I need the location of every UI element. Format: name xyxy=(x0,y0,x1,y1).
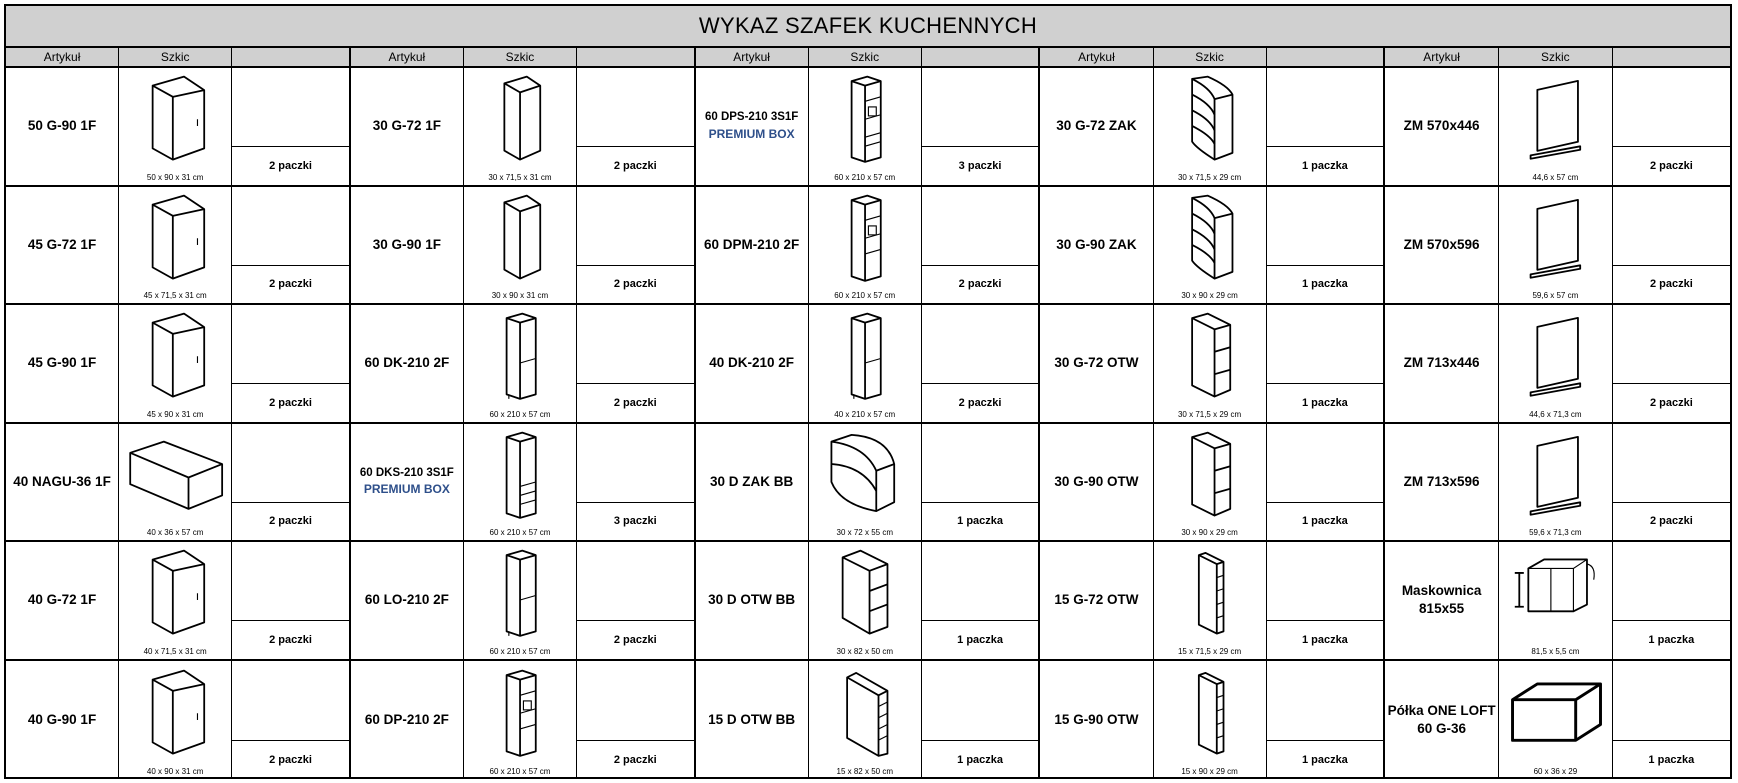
cabinet-item xyxy=(1040,305,1385,424)
cabinet-item xyxy=(351,187,696,306)
packages-cell xyxy=(1267,68,1384,185)
packages-count: 1 paczka xyxy=(1301,633,1348,646)
dishwasher-front-icon xyxy=(1499,424,1612,527)
packages-count: 2 paczki xyxy=(269,278,312,291)
sketch-cell xyxy=(809,661,922,780)
article-name: 15 D OTW BB xyxy=(708,711,796,727)
article-name-cell xyxy=(6,424,119,541)
dimensions-label: 30 x 90 x 29 cm xyxy=(1181,528,1238,537)
header-article: Artykuł xyxy=(1040,48,1153,66)
header-packages xyxy=(922,48,1039,66)
cabinet-item xyxy=(6,424,351,543)
sketch-cell xyxy=(1499,305,1613,422)
packages-blank xyxy=(1267,542,1384,621)
packages-cell xyxy=(1267,424,1384,541)
dimensions-label: 60 x 210 x 57 cm xyxy=(834,291,896,300)
packages-cell xyxy=(577,424,694,541)
dimensions-label: 45 x 90 x 31 cm xyxy=(146,409,204,419)
packages-count: 1 paczka xyxy=(1301,515,1348,528)
cabinet-item xyxy=(696,68,1041,187)
page-title: WYKAZ SZAFEK KUCHENNYCH xyxy=(6,6,1730,48)
packages-cell xyxy=(577,305,694,422)
open-base-shelf-icon xyxy=(809,542,921,645)
packages-cell xyxy=(922,424,1039,541)
sketch-cell xyxy=(809,542,922,659)
packages-cell xyxy=(232,305,349,422)
header-article: Artykuł xyxy=(6,48,119,66)
article-name-cell xyxy=(351,305,464,422)
packages-count: 1 paczka xyxy=(1301,278,1348,291)
cabinet-item xyxy=(696,661,1041,780)
dimensions-label: 60 x 210 x 57 cm xyxy=(489,767,551,776)
dimensions-label: 30 x 72 x 55 cm xyxy=(836,528,893,537)
cabinet-item xyxy=(351,305,696,424)
cabinet-item xyxy=(6,187,351,306)
sketch-cell xyxy=(809,68,922,185)
cabinet-grid xyxy=(6,68,1730,779)
sketch-cell xyxy=(464,424,577,541)
column-header-row xyxy=(6,48,1730,68)
dimensions-label: 30 x 82 x 50 cm xyxy=(836,646,893,656)
header-group xyxy=(1385,48,1730,66)
article-name: 30 G-72 ZAK xyxy=(1056,118,1137,134)
packages-count: 2 paczki xyxy=(269,396,312,409)
sketch-cell xyxy=(464,68,577,185)
packages-blank xyxy=(1267,424,1384,503)
cabinet-item xyxy=(1385,661,1730,780)
dimensions-label: 40 x 210 x 57 cm xyxy=(834,409,896,419)
sketch-cell xyxy=(1499,542,1613,659)
article-variant: PREMIUM BOX xyxy=(363,482,450,497)
sketch-cell xyxy=(464,661,577,780)
article-name-cell xyxy=(696,424,809,541)
article-name: ZM 713x596 xyxy=(1403,473,1480,489)
packages-blank xyxy=(1267,305,1384,384)
packages-cell xyxy=(1613,542,1730,659)
article-name-cell xyxy=(696,661,809,780)
article-name-cell xyxy=(351,424,464,541)
tall-oven-cabinet-icon xyxy=(464,661,576,766)
packages-cell xyxy=(577,661,694,780)
packages-cell xyxy=(922,187,1039,304)
cabinet-item xyxy=(6,542,351,661)
header-sketch: Szkic xyxy=(809,48,922,66)
packages-count: 3 paczki xyxy=(613,515,657,528)
packages-blank xyxy=(1613,661,1730,742)
article-name: 15 G-72 OTW xyxy=(1054,592,1139,608)
dimensions-label: 40 x 36 x 57 cm xyxy=(146,528,204,537)
top-cabinet-icon xyxy=(119,424,231,527)
dimensions-label: 60 x 210 x 57 cm xyxy=(489,646,551,656)
article-name: 40 DK-210 2F xyxy=(709,355,795,371)
open-wall-shelf-icon xyxy=(1154,424,1266,527)
packages-count: 1 paczka xyxy=(957,633,1004,646)
sketch-cell xyxy=(464,187,577,304)
dimensions-label: 44,6 x 57 cm xyxy=(1532,172,1579,182)
sketch-cell xyxy=(1499,661,1613,780)
article-name: 40 NAGU-36 1F xyxy=(13,473,111,489)
tall-oven-cabinet-icon xyxy=(809,187,921,290)
packages-cell xyxy=(1267,542,1384,659)
packages-cell xyxy=(1267,305,1384,422)
packages-blank xyxy=(922,305,1039,384)
cabinet-item xyxy=(1385,187,1730,306)
header-packages xyxy=(1267,48,1384,66)
packages-cell xyxy=(922,305,1039,422)
article-name: 15 G-90 OTW xyxy=(1054,711,1139,727)
sketch-cell xyxy=(464,542,577,659)
article-name: 60 LO-210 2F xyxy=(364,592,449,608)
dimensions-label: 15 x 82 x 50 cm xyxy=(836,767,893,776)
sketch-cell xyxy=(464,305,577,422)
loft-shelf-icon xyxy=(1499,661,1612,766)
article-name-cell xyxy=(696,68,809,185)
dishwasher-front-icon xyxy=(1499,187,1612,290)
sketch-cell xyxy=(1154,661,1267,780)
sketch-cell xyxy=(1499,68,1613,185)
article-name-cell xyxy=(1040,305,1153,422)
cabinet-item xyxy=(6,305,351,424)
header-article: Artykuł xyxy=(1385,48,1499,66)
article-name-cell xyxy=(1040,661,1153,780)
article-name: Maskownica 815x55 xyxy=(1401,583,1482,617)
narrow-open-wall-icon xyxy=(1154,661,1266,766)
article-name: 60 DPM-210 2F xyxy=(704,236,800,252)
packages-cell xyxy=(922,68,1039,185)
article-name-cell xyxy=(6,68,119,185)
dimensions-label: 15 x 71,5 x 29 cm xyxy=(1177,646,1242,656)
sketch-cell xyxy=(809,424,922,541)
corner-shelf-base-icon xyxy=(809,424,921,527)
packages-cell xyxy=(1613,68,1730,185)
packages-blank xyxy=(922,542,1039,621)
header-sketch: Szkic xyxy=(119,48,232,66)
packages-cell xyxy=(1267,661,1384,780)
cabinet-item xyxy=(1040,542,1385,661)
wall-cabinet-icon xyxy=(119,542,231,645)
article-name-cell xyxy=(1040,542,1153,659)
article-name: 30 D ZAK BB xyxy=(710,473,794,489)
cabinet-item xyxy=(1385,424,1730,543)
packages-count: 2 paczki xyxy=(613,633,657,646)
cabinet-item xyxy=(1385,68,1730,187)
dimensions-label: 50 x 90 x 31 cm xyxy=(146,172,204,182)
packages-blank xyxy=(922,187,1039,266)
article-name-cell xyxy=(351,542,464,659)
dimensions-label: 59,6 x 71,3 cm xyxy=(1529,528,1582,537)
packages-blank xyxy=(1613,68,1730,147)
packages-blank xyxy=(577,68,694,147)
packages-count: 2 paczki xyxy=(269,159,312,172)
article-name-cell xyxy=(1385,424,1499,541)
sketch-cell xyxy=(1499,424,1613,541)
packages-blank xyxy=(922,424,1039,503)
article-name: 30 G-72 OTW xyxy=(1054,355,1139,371)
narrow-open-base-icon xyxy=(809,661,921,766)
article-name-cell xyxy=(1040,187,1153,304)
packages-count: 2 paczki xyxy=(1649,515,1693,528)
packages-count: 1 paczka xyxy=(1301,754,1348,767)
packages-cell xyxy=(1613,187,1730,304)
header-packages xyxy=(577,48,694,66)
article-name: 45 G-72 1F xyxy=(27,236,97,252)
sketch-cell xyxy=(1154,68,1267,185)
dimensions-label: 60 x 36 x 29 xyxy=(1533,767,1578,776)
cabinet-item xyxy=(6,68,351,187)
dimensions-label: 40 x 90 x 31 cm xyxy=(146,767,204,776)
article-name-cell xyxy=(1385,187,1499,304)
dimensions-label: 59,6 x 57 cm xyxy=(1532,291,1579,300)
header-group xyxy=(1040,48,1385,66)
article-name: 45 G-90 1F xyxy=(27,355,97,371)
article-name: 60 DP-210 2F xyxy=(364,711,449,727)
article-name-cell xyxy=(1385,305,1499,422)
packages-blank xyxy=(1613,305,1730,384)
article-name: 60 DPS-210 3S1F xyxy=(704,111,799,124)
sketch-cell xyxy=(119,424,232,541)
article-name-cell xyxy=(696,187,809,304)
packages-count: 2 paczki xyxy=(613,396,657,409)
wall-cabinet-icon xyxy=(119,305,231,408)
packages-cell xyxy=(232,68,349,185)
packages-blank xyxy=(232,542,349,621)
packages-count: 3 paczki xyxy=(958,159,1002,172)
packages-cell xyxy=(577,187,694,304)
packages-count: 2 paczki xyxy=(269,515,312,528)
dimensions-label: 44,6 x 71,3 cm xyxy=(1529,409,1582,419)
cabinet-item xyxy=(351,661,696,780)
article-name: 30 D OTW BB xyxy=(708,592,796,608)
cabinet-item xyxy=(1385,305,1730,424)
dimensions-label: 30 x 71,5 x 29 cm xyxy=(1177,409,1242,419)
sketch-cell xyxy=(119,542,232,659)
header-article: Artykuł xyxy=(351,48,464,66)
dimensions-label: 81,5 x 5,5 cm xyxy=(1531,646,1580,656)
header-packages xyxy=(232,48,349,66)
article-variant: PREMIUM BOX xyxy=(708,126,795,141)
packages-count: 2 paczki xyxy=(269,754,312,767)
header-group xyxy=(351,48,696,66)
corner-shelf-wall-icon xyxy=(1154,68,1266,171)
dimensions-label: 40 x 71,5 x 31 cm xyxy=(143,646,207,656)
packages-blank xyxy=(1267,68,1384,147)
cabinet-list-sheet xyxy=(4,4,1732,779)
sketch-cell xyxy=(809,187,922,304)
narrow-open-wall-icon xyxy=(1154,542,1266,645)
sketch-cell xyxy=(119,305,232,422)
header-group xyxy=(6,48,351,66)
packages-blank xyxy=(232,661,349,742)
tall-drawer-cabinet-icon xyxy=(464,424,576,527)
packages-blank xyxy=(232,305,349,384)
cabinet-item xyxy=(696,542,1041,661)
article-name: 30 G-72 1F xyxy=(372,118,441,134)
dimensions-label: 30 x 90 x 31 cm xyxy=(491,291,549,300)
packages-cell xyxy=(922,542,1039,659)
cabinet-item xyxy=(351,542,696,661)
cabinet-item xyxy=(351,68,696,187)
article-name: ZM 713x446 xyxy=(1403,355,1480,371)
dishwasher-front-icon xyxy=(1499,305,1612,408)
header-article: Artykuł xyxy=(696,48,809,66)
packages-cell xyxy=(232,542,349,659)
wall-cabinet-icon xyxy=(119,661,231,766)
packages-cell xyxy=(1613,661,1730,780)
dimensions-label: 30 x 71,5 x 29 cm xyxy=(1177,172,1242,182)
packages-blank xyxy=(922,661,1039,742)
packages-cell xyxy=(922,661,1039,780)
packages-blank xyxy=(1267,187,1384,266)
header-sketch: Szkic xyxy=(1499,48,1613,66)
sketch-cell xyxy=(1154,187,1267,304)
article-name-cell xyxy=(696,305,809,422)
article-name-cell xyxy=(696,542,809,659)
article-name-cell xyxy=(6,187,119,304)
dishwasher-front-icon xyxy=(1499,68,1612,171)
plinth-cover-icon xyxy=(1499,542,1612,645)
open-wall-shelf-icon xyxy=(1154,305,1266,408)
packages-count: 2 paczki xyxy=(269,633,312,646)
packages-cell xyxy=(232,424,349,541)
packages-blank xyxy=(232,424,349,503)
article-name-cell xyxy=(6,542,119,659)
article-name: 30 G-90 ZAK xyxy=(1056,236,1137,252)
article-name: 60 DK-210 2F xyxy=(364,355,450,371)
sketch-cell xyxy=(809,305,922,422)
article-name-cell xyxy=(351,187,464,304)
packages-blank xyxy=(1613,542,1730,621)
article-name-cell xyxy=(351,661,464,780)
article-name: 30 G-90 OTW xyxy=(1054,473,1139,489)
article-name: Półka ONE LOFT 60 G-36 xyxy=(1387,702,1496,736)
cabinet-item xyxy=(1040,187,1385,306)
packages-count: 1 paczka xyxy=(957,515,1004,528)
article-name-cell xyxy=(6,305,119,422)
dimensions-label: 60 x 210 x 57 cm xyxy=(489,528,551,537)
packages-blank xyxy=(577,424,694,503)
cabinet-item xyxy=(696,305,1041,424)
sketch-cell xyxy=(119,661,232,780)
article-name: 40 G-72 1F xyxy=(27,592,97,608)
article-name: 50 G-90 1F xyxy=(27,118,97,134)
packages-blank xyxy=(922,68,1039,147)
article-name-cell xyxy=(1385,661,1499,780)
packages-count: 1 paczka xyxy=(1648,633,1695,646)
sketch-cell xyxy=(1154,424,1267,541)
corner-shelf-wall-icon xyxy=(1154,187,1266,290)
article-name: 30 G-90 1F xyxy=(372,236,441,252)
header-sketch: Szkic xyxy=(1154,48,1267,66)
sketch-cell xyxy=(119,68,232,185)
article-name-cell xyxy=(6,661,119,780)
cabinet-item xyxy=(696,187,1041,306)
packages-cell xyxy=(1267,187,1384,304)
packages-blank xyxy=(1613,187,1730,266)
header-sketch: Szkic xyxy=(464,48,577,66)
packages-blank xyxy=(577,661,694,742)
header-group xyxy=(696,48,1041,66)
cabinet-item xyxy=(1385,542,1730,661)
article-name: ZM 570x446 xyxy=(1403,118,1480,134)
cabinet-item xyxy=(1040,424,1385,543)
packages-cell xyxy=(232,187,349,304)
sketch-cell xyxy=(1499,187,1613,304)
dimensions-label: 15 x 90 x 29 cm xyxy=(1181,767,1238,776)
packages-blank xyxy=(577,542,694,621)
packages-count: 2 paczki xyxy=(1649,396,1693,409)
packages-count: 2 paczki xyxy=(613,278,657,291)
narrow-wall-cabinet-icon xyxy=(464,187,576,290)
packages-count: 2 paczki xyxy=(1649,159,1693,172)
cabinet-item xyxy=(1040,661,1385,780)
cabinet-item xyxy=(1040,68,1385,187)
sketch-cell xyxy=(119,187,232,304)
cabinet-item xyxy=(6,661,351,780)
packages-count: 2 paczki xyxy=(958,278,1002,291)
article-name: 60 DKS-210 3S1F xyxy=(359,466,454,479)
packages-blank xyxy=(232,68,349,147)
wall-cabinet-icon xyxy=(119,68,231,171)
packages-count: 1 paczka xyxy=(1648,754,1695,767)
packages-blank xyxy=(1267,661,1384,742)
article-name-cell xyxy=(1385,68,1499,185)
packages-cell xyxy=(1613,424,1730,541)
article-name-cell xyxy=(351,68,464,185)
tall-fridge-cabinet-icon xyxy=(464,305,576,408)
sketch-cell xyxy=(1154,542,1267,659)
narrow-wall-cabinet-icon xyxy=(464,68,576,171)
dimensions-label: 60 x 210 x 57 cm xyxy=(834,172,896,182)
packages-count: 1 paczka xyxy=(1301,396,1348,409)
tall-fridge-cabinet-icon xyxy=(464,542,576,645)
cabinet-item xyxy=(351,424,696,543)
packages-blank xyxy=(577,187,694,266)
article-name: ZM 570x596 xyxy=(1403,236,1480,252)
sketch-cell xyxy=(1154,305,1267,422)
packages-count: 2 paczki xyxy=(1649,278,1693,291)
article-name-cell xyxy=(1040,424,1153,541)
packages-count: 2 paczki xyxy=(958,396,1002,409)
packages-count: 1 paczka xyxy=(1301,159,1348,172)
packages-blank xyxy=(232,187,349,266)
packages-cell xyxy=(577,542,694,659)
tall-oven-drawer-cabinet-icon xyxy=(809,68,921,171)
packages-blank xyxy=(1613,424,1730,503)
wall-cabinet-icon xyxy=(119,187,231,290)
cabinet-item xyxy=(696,424,1041,543)
packages-count: 1 paczka xyxy=(957,754,1004,767)
article-name-cell xyxy=(1385,542,1499,659)
dimensions-label: 30 x 71,5 x 31 cm xyxy=(488,172,552,182)
article-name-cell xyxy=(1040,68,1153,185)
dimensions-label: 60 x 210 x 57 cm xyxy=(489,409,551,419)
dimensions-label: 45 x 71,5 x 31 cm xyxy=(143,291,207,300)
packages-cell xyxy=(232,661,349,780)
packages-count: 2 paczki xyxy=(613,159,657,172)
packages-blank xyxy=(577,305,694,384)
packages-cell xyxy=(577,68,694,185)
tall-fridge-cabinet-icon xyxy=(809,305,921,408)
header-packages xyxy=(1613,48,1730,66)
packages-count: 2 paczki xyxy=(613,754,657,767)
packages-cell xyxy=(1613,305,1730,422)
article-name: 40 G-90 1F xyxy=(27,711,97,727)
dimensions-label: 30 x 90 x 29 cm xyxy=(1181,291,1238,300)
